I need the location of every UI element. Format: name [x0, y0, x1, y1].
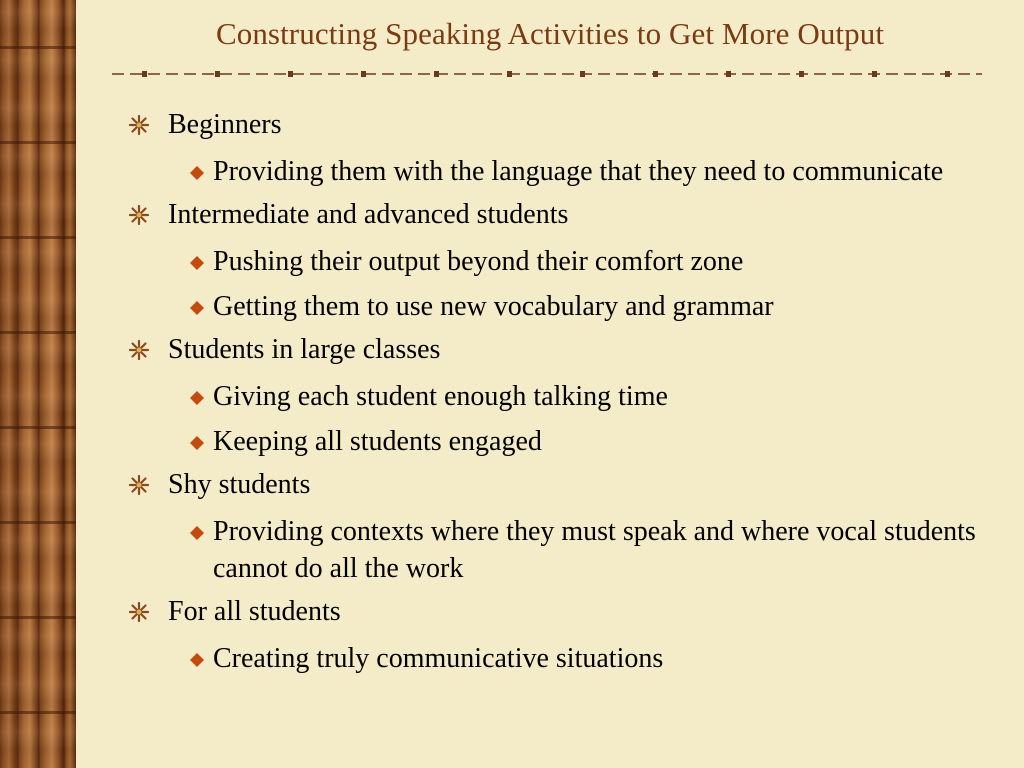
list-item-text: Students in large classes — [168, 334, 441, 365]
diamond-bullet-icon — [189, 390, 205, 406]
list-item-text: Shy students — [168, 469, 311, 500]
diamond-bullet-icon — [189, 435, 205, 451]
list-item-level2 — [128, 288, 988, 325]
asterisk-bullet-icon — [128, 474, 150, 496]
diamond-bullet-icon — [189, 652, 205, 668]
list-item-level2 — [128, 640, 988, 677]
asterisk-bullet-icon — [128, 114, 150, 136]
diamond-bullet-icon — [189, 255, 205, 271]
list-item-text: Getting them to use new vocabulary and grammar — [213, 291, 774, 322]
list-item-text: Providing them with the language that they need to communicate — [213, 156, 944, 187]
list-item-text: Providing contexts where they must speak and where vocal students cannot do all the work — [213, 516, 976, 584]
list-item-level1 — [128, 198, 988, 232]
list-item-text: For all students — [168, 596, 341, 627]
list-item-text: Creating truly communicative situations — [213, 643, 664, 674]
diamond-bullet-icon — [189, 300, 205, 316]
list-item-text: Giving each student enough talking time — [213, 381, 668, 412]
list-item-level1 — [128, 468, 988, 502]
slide-title: Constructing Speaking Activities to Get More Output — [215, 16, 885, 51]
bullet-list — [128, 108, 988, 685]
list-item-text: Intermediate and advanced students — [168, 199, 569, 230]
diamond-bullet-icon — [189, 525, 205, 541]
list-item-level2 — [128, 153, 988, 190]
list-item-text: Keeping all students engaged — [213, 426, 542, 457]
list-item-level1 — [128, 108, 988, 142]
asterisk-bullet-icon — [128, 601, 150, 623]
list-item-level1 — [128, 333, 988, 367]
decorative-wood-border — [0, 0, 76, 768]
list-item-level2 — [128, 513, 988, 587]
dashed-divider — [112, 68, 982, 80]
list-item-text: Beginners — [168, 109, 282, 140]
list-item-level2 — [128, 378, 988, 415]
asterisk-bullet-icon — [128, 204, 150, 226]
list-item-level1 — [128, 595, 988, 629]
list-item-text: Pushing their output beyond their comfort zone — [213, 246, 744, 277]
list-item-level2 — [128, 423, 988, 460]
asterisk-bullet-icon — [128, 339, 150, 361]
list-item-level2 — [128, 243, 988, 280]
diamond-bullet-icon — [189, 165, 205, 181]
